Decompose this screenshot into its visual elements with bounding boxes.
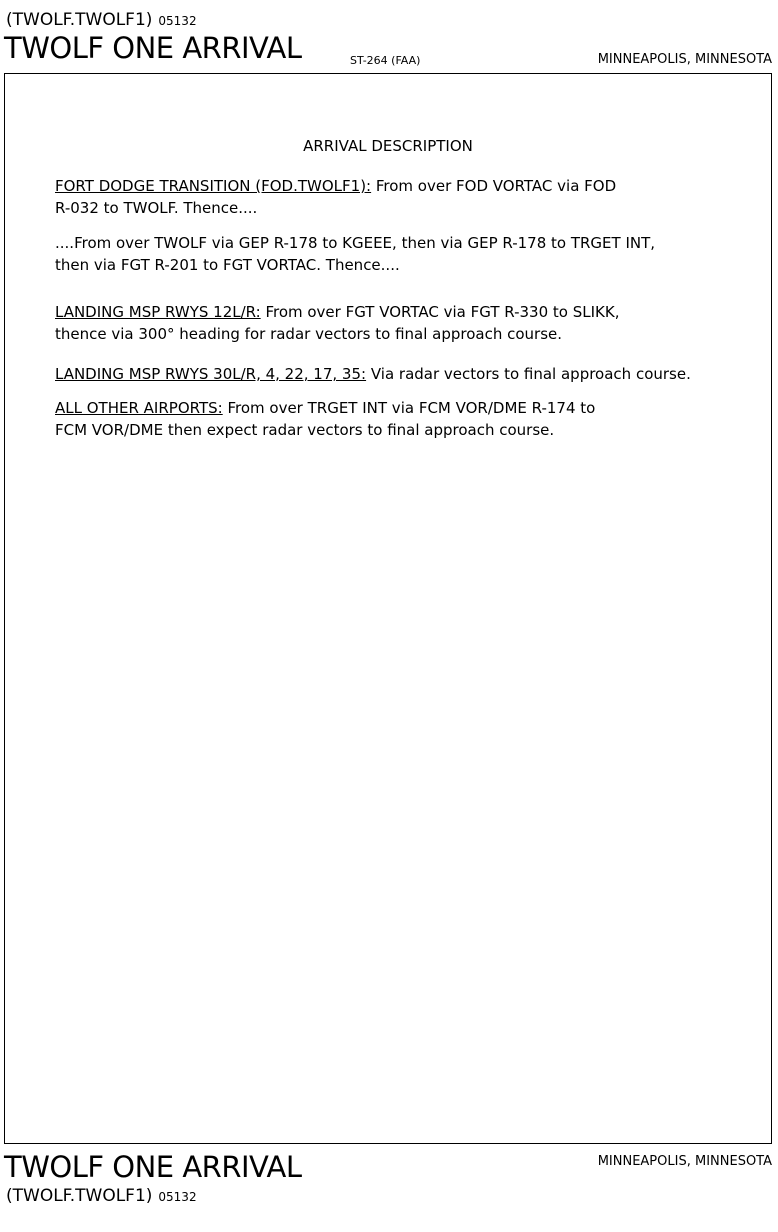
paragraph-line: FCM VOR/DME then expect radar vectors to final approach course. <box>55 421 555 439</box>
paragraph-landing-12lr <box>55 301 619 345</box>
footer-computer-code <box>6 1186 197 1206</box>
header-amendment-number: 05132 <box>158 14 197 28</box>
header-computer-code <box>6 10 197 30</box>
paragraph-line: R-032 to TWOLF. Thence.... <box>55 199 258 217</box>
footer-code-text: (TWOLF.TWOLF1) <box>6 1186 153 1206</box>
footer-title: TWOLF ONE ARRIVAL <box>4 1150 302 1184</box>
footer-location: MINNEAPOLIS, MINNESOTA <box>597 1154 772 1169</box>
arrival-description-heading: ARRIVAL DESCRIPTION <box>303 137 473 155</box>
paragraph-line: Via radar vectors to final approach course. <box>366 365 691 383</box>
paragraph-line: From over FOD VORTAC via FOD <box>371 177 617 195</box>
paragraph-all-other-airports <box>55 397 595 441</box>
paragraph-fort-dodge-transition <box>55 175 616 219</box>
header-chart-id: ST-264 (FAA) <box>350 54 421 67</box>
paragraph-twolf-route <box>55 232 655 276</box>
paragraph-lead: LANDING MSP RWYS 30L/R, 4, 22, 17, 35: <box>55 365 367 383</box>
paragraph-lead: LANDING MSP RWYS 12L/R: <box>55 303 261 321</box>
paragraph-line: From over TRGET INT via FCM VOR/DME R-174 to <box>222 399 596 417</box>
paragraph-landing-30lr <box>55 363 691 385</box>
paragraph-line: From over FGT VORTAC via FGT R-330 to SLIKK, <box>260 303 620 321</box>
paragraph-line: ....From over TWOLF via GEP R-178 to KGEEE, then via GEP R-178 to TRGET INT, <box>55 234 656 252</box>
footer-amendment-number: 05132 <box>158 1190 197 1204</box>
paragraph-lead: ALL OTHER AIRPORTS: <box>55 399 223 417</box>
header-title: TWOLF ONE ARRIVAL <box>4 31 302 65</box>
chart-frame <box>4 73 772 1144</box>
paragraph-lead: FORT DODGE TRANSITION (FOD.TWOLF1): <box>55 177 372 195</box>
header-location: MINNEAPOLIS, MINNESOTA <box>597 52 772 67</box>
paragraph-line: thence via 300° heading for radar vectors to final approach course. <box>55 325 563 343</box>
paragraph-line: then via FGT R-201 to FGT VORTAC. Thence.... <box>55 256 400 274</box>
header-code-text: (TWOLF.TWOLF1) <box>6 10 153 30</box>
